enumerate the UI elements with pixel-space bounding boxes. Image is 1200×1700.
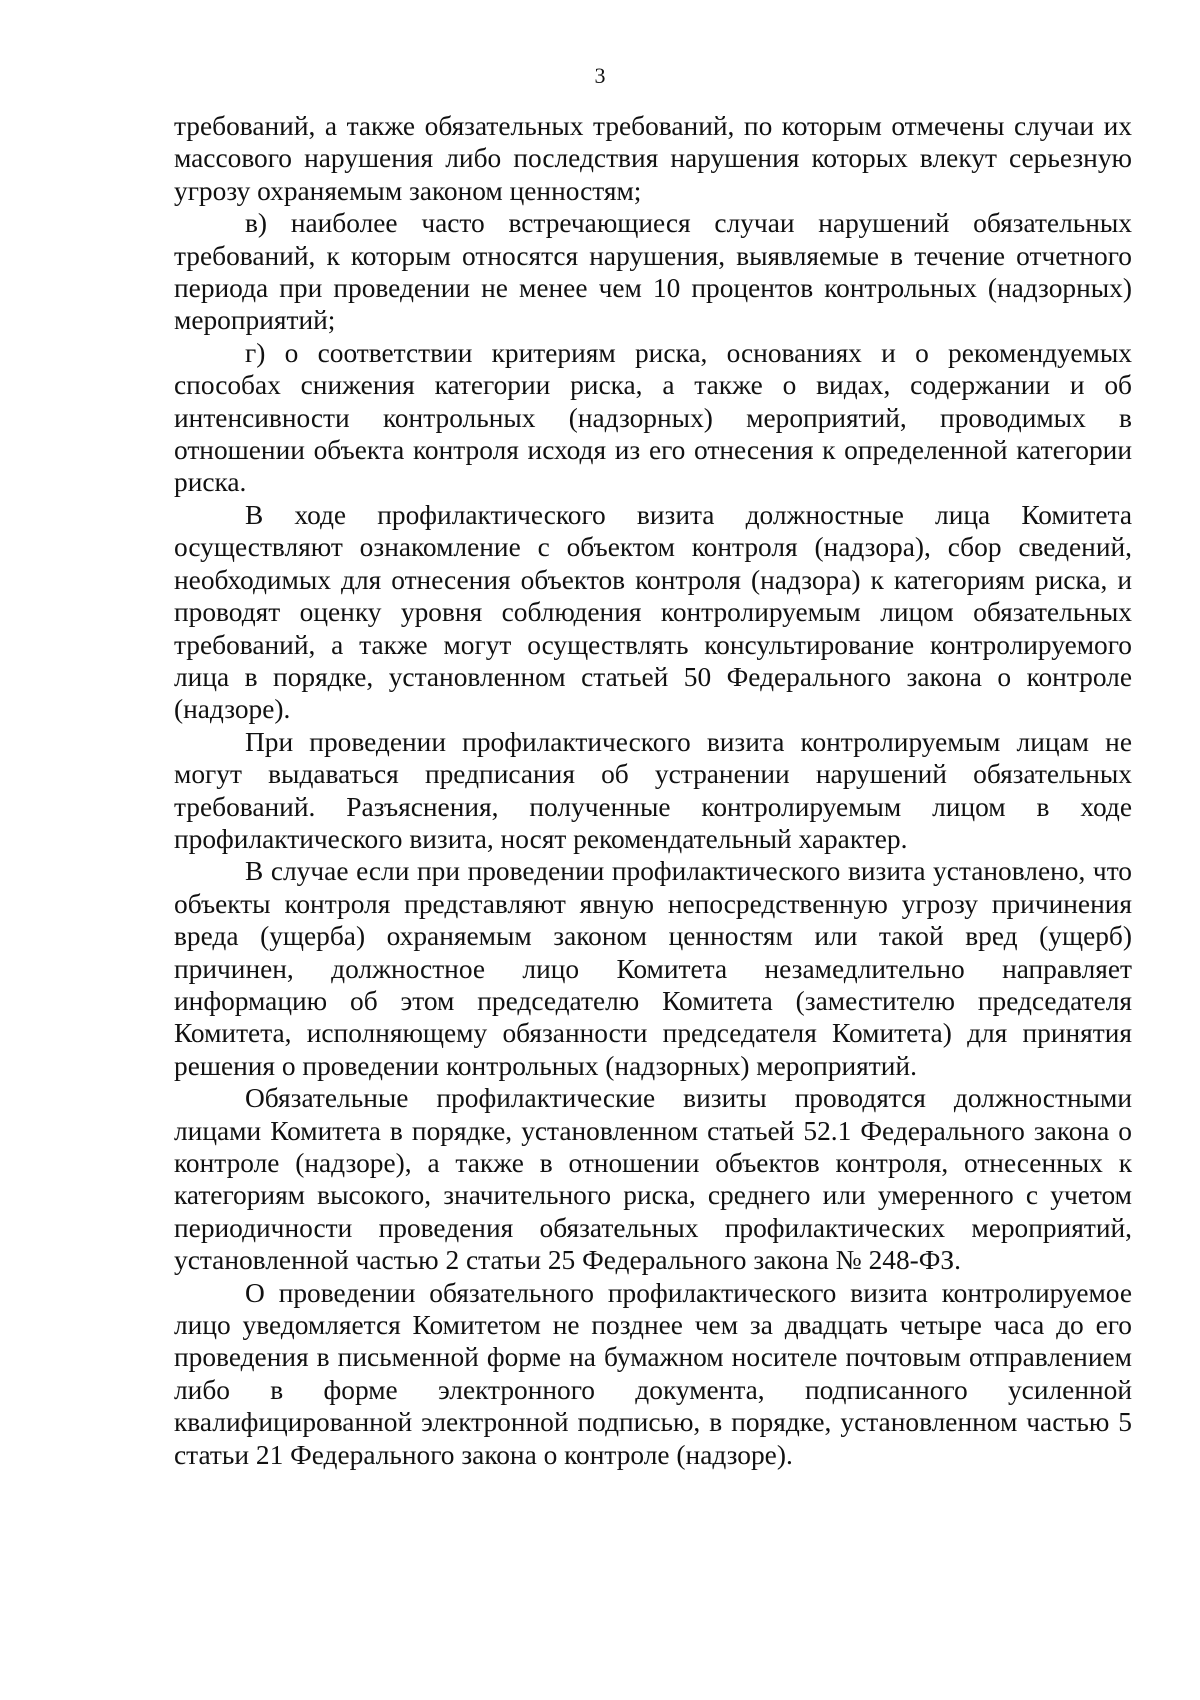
paragraph-mandatory-visits: Обязательные профилактические визиты проводятся должностными лицами Комитета в порядке, установленном статьей 52.1 Федерального закона о контроле (надзоре), а также в отношении объектов контроля, отнесенных к категориям высокого, значительного риска, среднего или умеренного с учетом периодичности проведения обязательных профилактических мероприятий, установленной частью 2 статьи 25 Федерального закона № 248-ФЗ. [174,1083,1132,1276]
paragraph-visit-procedure: В ходе профилактического визита должностные лица Комитета осуществляют ознакомление с объектом контроля (надзора), сбор сведений, необходимых для отнесения объектов контроля (надзора) к категориям риска, и проводят оценку уровня соблюдения контролируемым лицом обязательных требований, а также могут осуществлять консультирование контролируемого лица в порядке, установленном статьей 50 Федерального закона о контроле (надзоре). [174,499,1132,725]
paragraph-threat-case: В случае если при проведении профилактического визита установлено, что объекты контроля представляют явную непосредственную угрозу причинения вреда (ущерба) охраняемым законом ценностям или такой вред (ущерб) причинен, должностное лицо Комитета незамедлительно направляет информацию об этом председателю Комитета (заместителю председателя Комитета, исполняющему обязанности председателя Комитета) для принятия решения о проведении контрольных (надзорных) мероприятий. [174,856,1132,1081]
paragraph-item-v: в) наиболее часто встречающиеся случаи нарушений обязательных требований, к которым относятся нарушения, выявляемые в течение отчетного периода при проведении не менее чем 10 процентов контрольных (надзорных) мероприятий; [174,208,1132,336]
document-body [174,110,1132,1471]
page-number: 3 [594,63,606,88]
paragraph-notification: О проведении обязательного профилактического визита контролируемое лицо уведомляется Комитетом не позднее чем за двадцать четыре часа до его проведения в письменной форме на бумажном носителе почтовым отправлением либо в форме электронного документа, подписанного усиленной квалифицированной электронной подписью, в порядке, установленном частью 5 статьи 21 Федерального закона о контроле (надзоре). [174,1277,1132,1470]
paragraph-continuation: требований, а также обязательных требований, по которым отмечены случаи их массового нарушения либо последствия нарушения которых влекут серьезную угрозу охраняемым законом ценностям; [174,111,1132,206]
paragraph-no-prescriptions: При проведении профилактического визита контролируемым лицам не могут выдаваться предписания об устранении нарушений обязательных требований. Разъяснения, полученные контролируемым лицом в ходе профилактического визита, носят рекомендательный характер. [174,726,1132,854]
paragraph-item-g: г) о соответствии критериям риска, основаниях и о рекомендуемых способах снижения категории риска, а также о видах, содержании и об интенсивности контрольных (надзорных) мероприятий, проводимых в отношении объекта контроля исходя из его отнесения к определенной категории риска. [174,337,1132,498]
